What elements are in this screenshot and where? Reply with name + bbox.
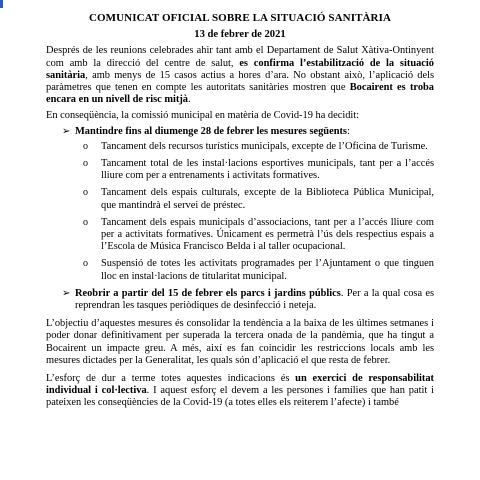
sublist-item xyxy=(75,158,434,182)
intro-paragraph xyxy=(46,45,434,106)
sublist-item xyxy=(75,141,434,153)
circle-bullet-icon: o xyxy=(83,258,88,270)
document-page xyxy=(46,12,434,416)
measure-heading-suffix: : xyxy=(346,125,350,137)
circle-bullet-icon: o xyxy=(83,187,88,199)
sublist-item-text: Tancament dels espais municipals d’associacions, tant per a l’accés lliure com per a activitats formatives. Únicament es permetrà l’ús dels respectius espais a l’Escola de Música Francisco Belda i al taller ocupacional. xyxy=(101,216,434,253)
maintain-sublist xyxy=(75,141,434,283)
closing-bold-1: un exercici de responsabilitat individual i col·lectiva xyxy=(46,373,434,397)
sublist-item xyxy=(75,187,434,211)
objective-paragraph: L’objectiu d’aquestes mesures és consolidar la tendència a la baixa de les últimes setmanes i poder donar definitivament per superada la tercera onada de la pandèmia, que ha tingut a Bocairent un impacte greu. A més, així es fan coincidir les restriccions locals amb les mesures dictades per la Generalitat, les quals són d’aplicació el que resta de febrer. xyxy=(46,318,434,366)
circle-bullet-icon: o xyxy=(83,140,88,152)
closing-paragraph xyxy=(46,373,434,410)
intro-text-2: , amb menys de 15 casos actius a hores d’ara. No obstant això, l’aplicació dels paràmetres que tenen en compte les autoritats sanitàries mostren que xyxy=(46,69,434,94)
circle-bullet-icon: o xyxy=(83,216,88,228)
arrow-bullet-icon: ➢ xyxy=(62,125,71,137)
measure-reopen-text: . Per a la qual cosa es reprendran les tasques periòdiques de desinfecció i neteja. xyxy=(75,287,434,312)
measures-list xyxy=(46,126,434,313)
circle-bullet-icon: o xyxy=(83,158,88,170)
closing-text-1: L’esforç de dur a terme totes aquestes indicacions és xyxy=(46,373,296,385)
measure-heading-reopen: Reobrir a partir del 15 de febrer els parcs i jardins públics xyxy=(75,287,341,299)
arrow-bullet-icon: ➢ xyxy=(62,287,71,299)
corner-accent-mark xyxy=(0,0,3,8)
sublist-item xyxy=(75,217,434,254)
sublist-item-text: Tancament total de les instal·lacions esportives municipals, tant per a l’accés lliure com per a entrenaments i activitats formatives. xyxy=(101,158,434,182)
document-date: 13 de febrer de 2021 xyxy=(194,29,286,41)
decision-paragraph: En conseqüència, la comissió municipal en matèria de Covid-19 ha decidit: xyxy=(46,110,360,122)
intro-bold-1: es confirma l’estabilització de la situació sanitària xyxy=(46,57,434,81)
measure-item-reopen xyxy=(46,288,434,312)
sublist-item-text: Suspensió de totes les activitats programades per l’Ajuntament o que tinguen lloc en instal·lacions de titularitat municipal. xyxy=(101,258,434,282)
intro-bold-2: Bocairent es troba encara en un nivell de risc mitjà xyxy=(46,82,435,106)
intro-text-1: Després de les reunions celebrades ahir tant amb el Departament de Salut Xàtiva-Ontinyent com amb la direcció del centre de salut, xyxy=(46,45,434,69)
measure-heading-maintain: Mantindre fins al diumenge 28 de febrer les mesures següents xyxy=(75,125,347,137)
sublist-item xyxy=(75,258,434,282)
sublist-item-text: Tancament dels recursos turístics municipals, excepte de l’Oficina de Turisme. xyxy=(101,140,428,152)
intro-text-3: . xyxy=(188,94,191,106)
document-title: COMUNICAT OFICIAL SOBRE LA SITUACIÓ SANITÀRIA xyxy=(88,12,392,24)
sublist-item-text: Tancament dels espais culturals, excepte de la Biblioteca Pública Municipal, que mantindrà el servei de préstec. xyxy=(101,187,434,211)
closing-text-2: . I aquest esforç el devem a les persones i famílies que han patit i pateixen les conseqüències de la Covid-19 (a totes elles els reiterem l’afecte) i també xyxy=(46,385,434,409)
measure-item-maintain xyxy=(46,126,434,283)
